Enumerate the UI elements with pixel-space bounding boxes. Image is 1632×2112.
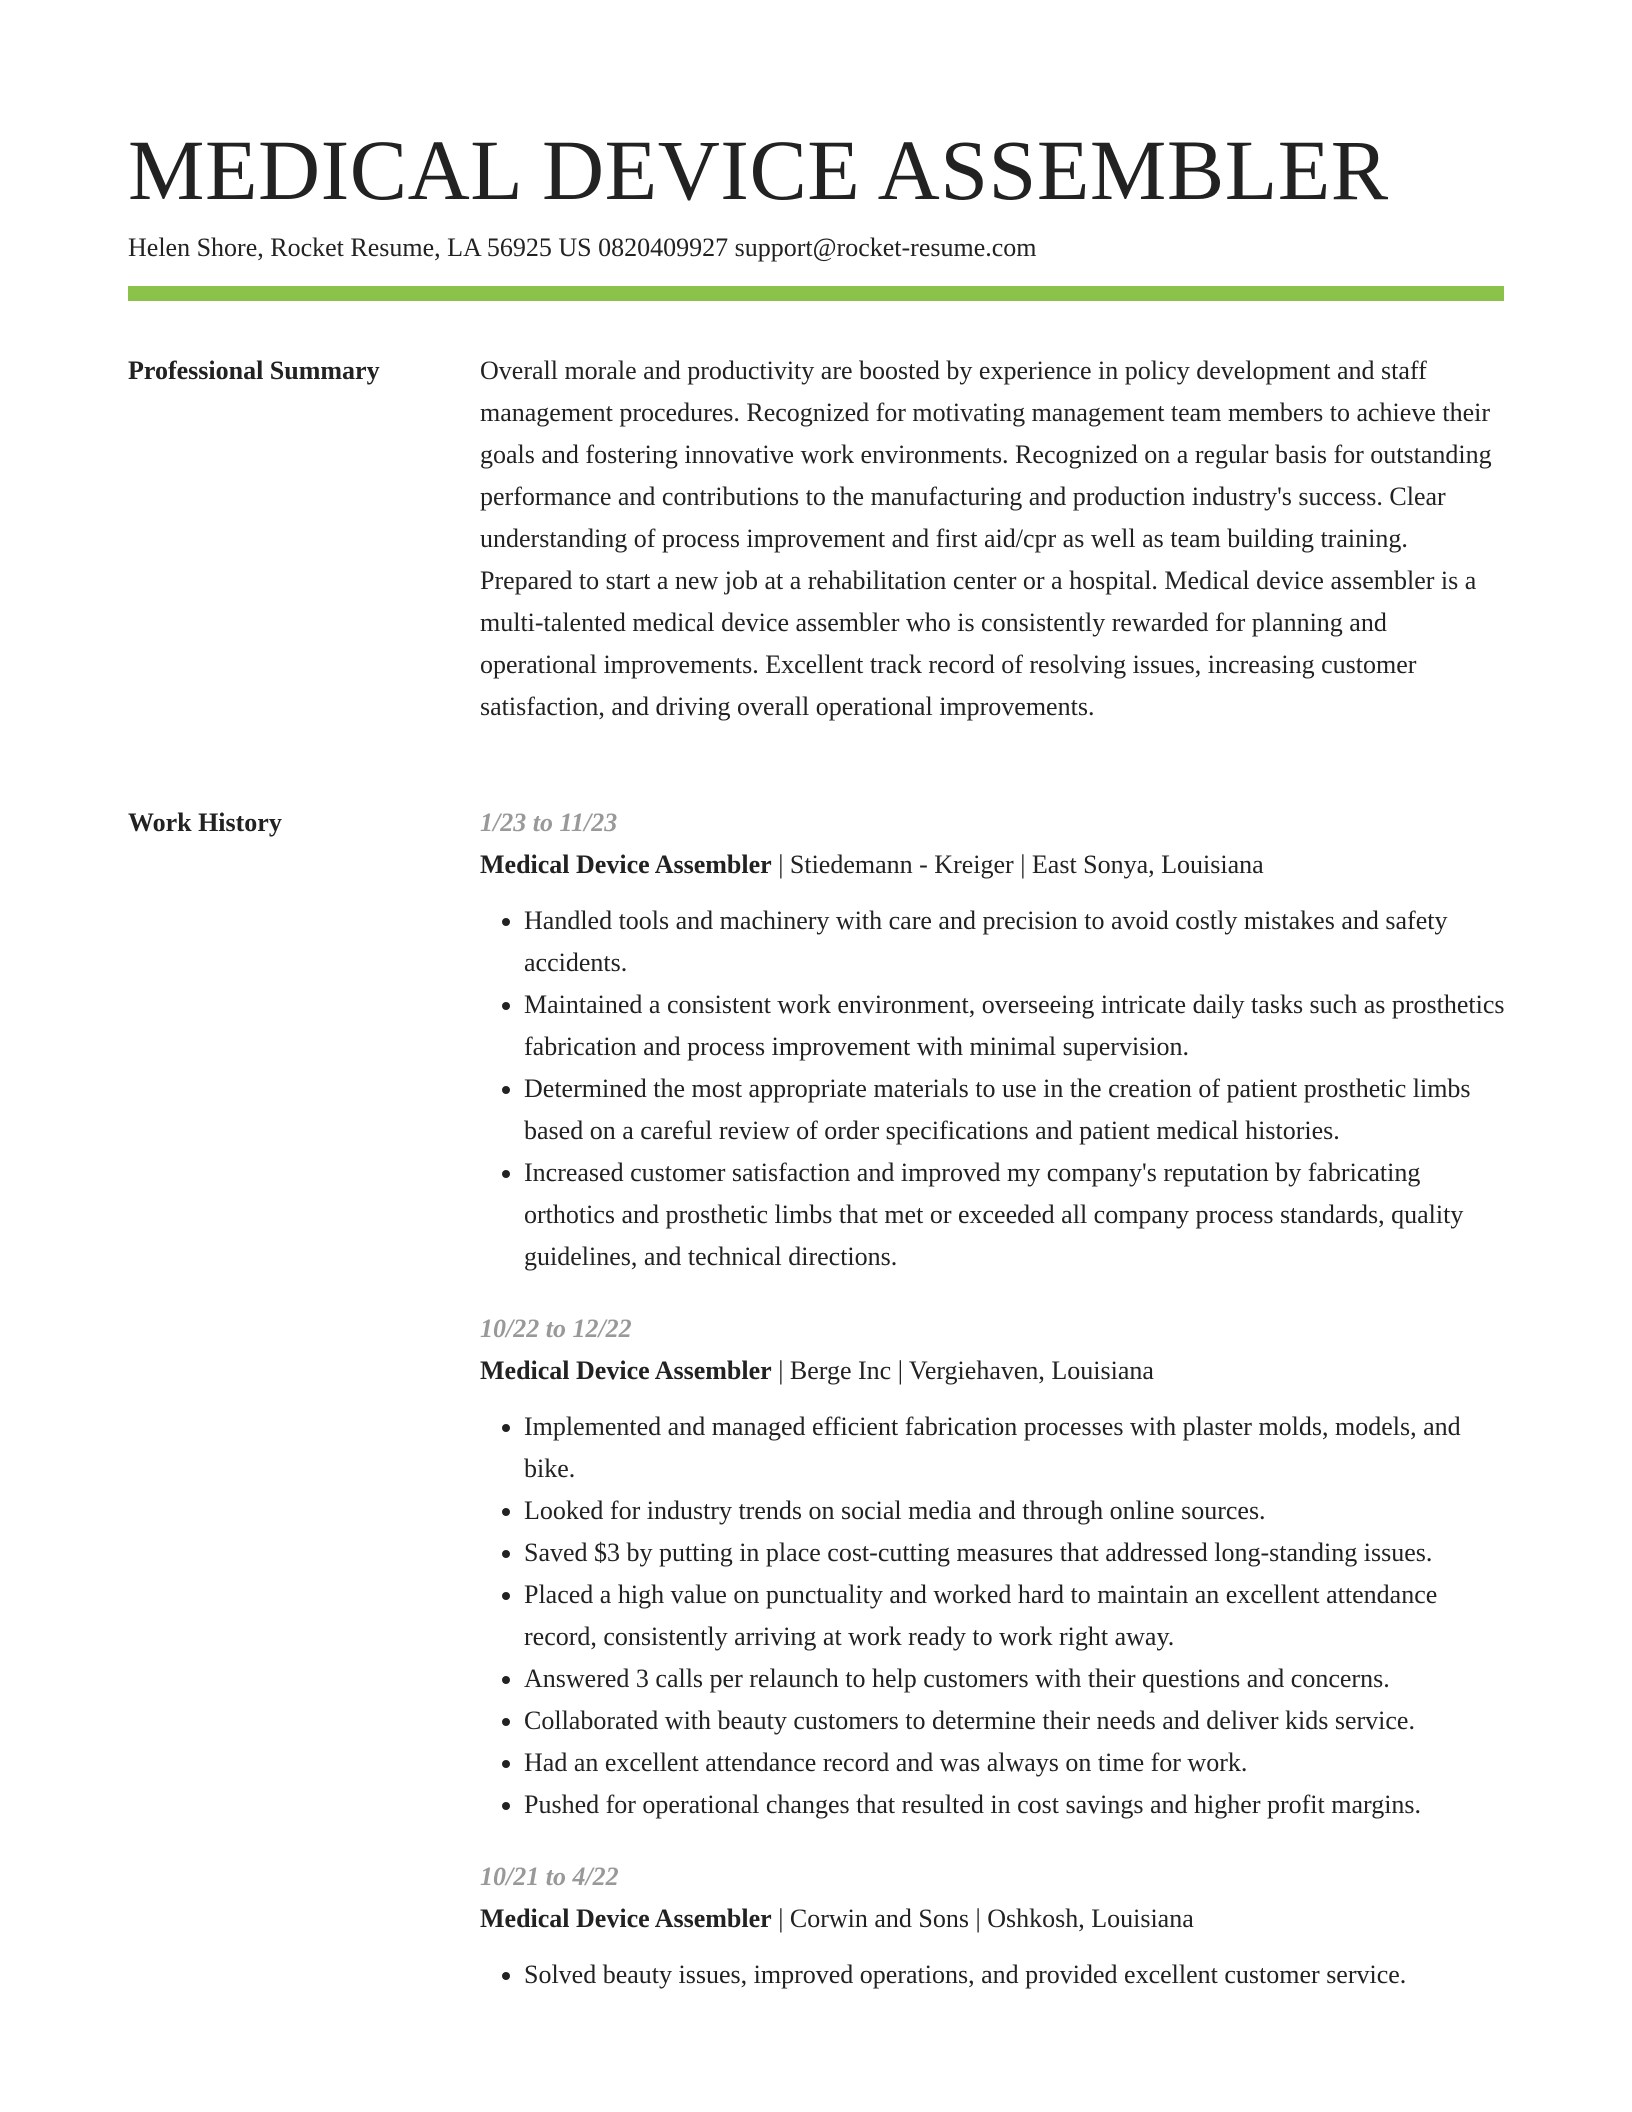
job-bullet: • Determined the most appropriate materials to use in the creation of patient prosthetic limbs based on a careful review of order specifications and patient medical histories. (524, 1068, 1506, 1152)
job-bullet: • Pushed for operational changes that resulted in cost savings and higher profit margins. (524, 1784, 1506, 1826)
resume-title: MEDICAL DEVICE ASSEMBLER (128, 122, 1389, 218)
job-entry (480, 1308, 1506, 1826)
job-bullet: • Increased customer satisfaction and improved my company's reputation by fabricating orthotics and prosthetic limbs that met or exceeded all company process standards, quality guidelines, and technical directions. (524, 1152, 1506, 1278)
job-entry (480, 802, 1506, 1278)
job-dates: 1/23 to 11/23 (480, 808, 618, 837)
summary-text: Overall morale and productivity are boosted by experience in policy development and staff management procedures. Recognized for motivating management team members to achieve their goals and fostering innovative work environments. Recognized on a regular basis for outstanding performance and contributions to the manufacturing and production industry's success. Clear understanding of process improvement and first aid/cpr as well as team building training. Prepared to start a new job at a rehabilitation center or a hospital. Medical device assembler is a multi-talented medical device assembler who is consistently rewarded for planning and operational improvements. Excellent track record of resolving issues, increasing customer satisfaction, and driving overall operational improvements. (480, 356, 1492, 721)
job-dates: 10/21 to 4/22 (480, 1862, 619, 1891)
job-bullet: • Answered 3 calls per relaunch to help customers with their questions and concerns. (524, 1658, 1506, 1700)
contact-line: Helen Shore, Rocket Resume, LA 56925 US 0820409927 support@rocket-resume.com (128, 233, 1037, 262)
job-bullets (480, 900, 1506, 1278)
job-bullet: • Looked for industry trends on social media and through online sources. (524, 1490, 1506, 1532)
summary-heading: Professional Summary (128, 356, 380, 385)
job-dates: 10/22 to 12/22 (480, 1314, 632, 1343)
job-bullet: • Collaborated with beauty customers to determine their needs and deliver kids service. (524, 1700, 1506, 1742)
job-bullets (480, 1406, 1506, 1826)
job-bullet: • Had an excellent attendance record and was always on time for work. (524, 1742, 1506, 1784)
job-bullets (480, 1954, 1506, 1996)
job-bullet: • Handled tools and machinery with care and precision to avoid costly mistakes and safety accidents. (524, 900, 1506, 984)
job-bullet: • Maintained a consistent work environment, overseeing intricate daily tasks such as prosthetics fabrication and process improvement with minimal supervision. (524, 984, 1506, 1068)
work-history-body (480, 802, 1506, 2026)
job-details: | Corwin and Sons | Oshkosh, Louisiana (771, 1904, 1194, 1933)
job-title: Medical Device Assembler (480, 1904, 772, 1933)
job-bullet: • Implemented and managed efficient fabrication processes with plaster molds, models, and bike. (524, 1406, 1506, 1490)
accent-divider (128, 286, 1504, 301)
job-bullet: • Saved $3 by putting in place cost-cutting measures that addressed long-standing issues. (524, 1532, 1506, 1574)
job-heading (480, 1350, 1506, 1392)
job-bullet: • Solved beauty issues, improved operations, and provided excellent customer service. (524, 1954, 1506, 1996)
work-history-heading: Work History (128, 808, 282, 837)
job-entry (480, 1856, 1506, 1996)
job-details: | Stiedemann - Kreiger | East Sonya, Louisiana (771, 850, 1264, 879)
job-heading (480, 844, 1506, 886)
job-title: Medical Device Assembler (480, 850, 772, 879)
job-details: | Berge Inc | Vergiehaven, Louisiana (771, 1356, 1154, 1385)
job-heading (480, 1898, 1506, 1940)
job-title: Medical Device Assembler (480, 1356, 772, 1385)
summary-body (480, 350, 1506, 728)
job-bullet: • Placed a high value on punctuality and worked hard to maintain an excellent attendance record, consistently arriving at work ready to work right away. (524, 1574, 1506, 1658)
